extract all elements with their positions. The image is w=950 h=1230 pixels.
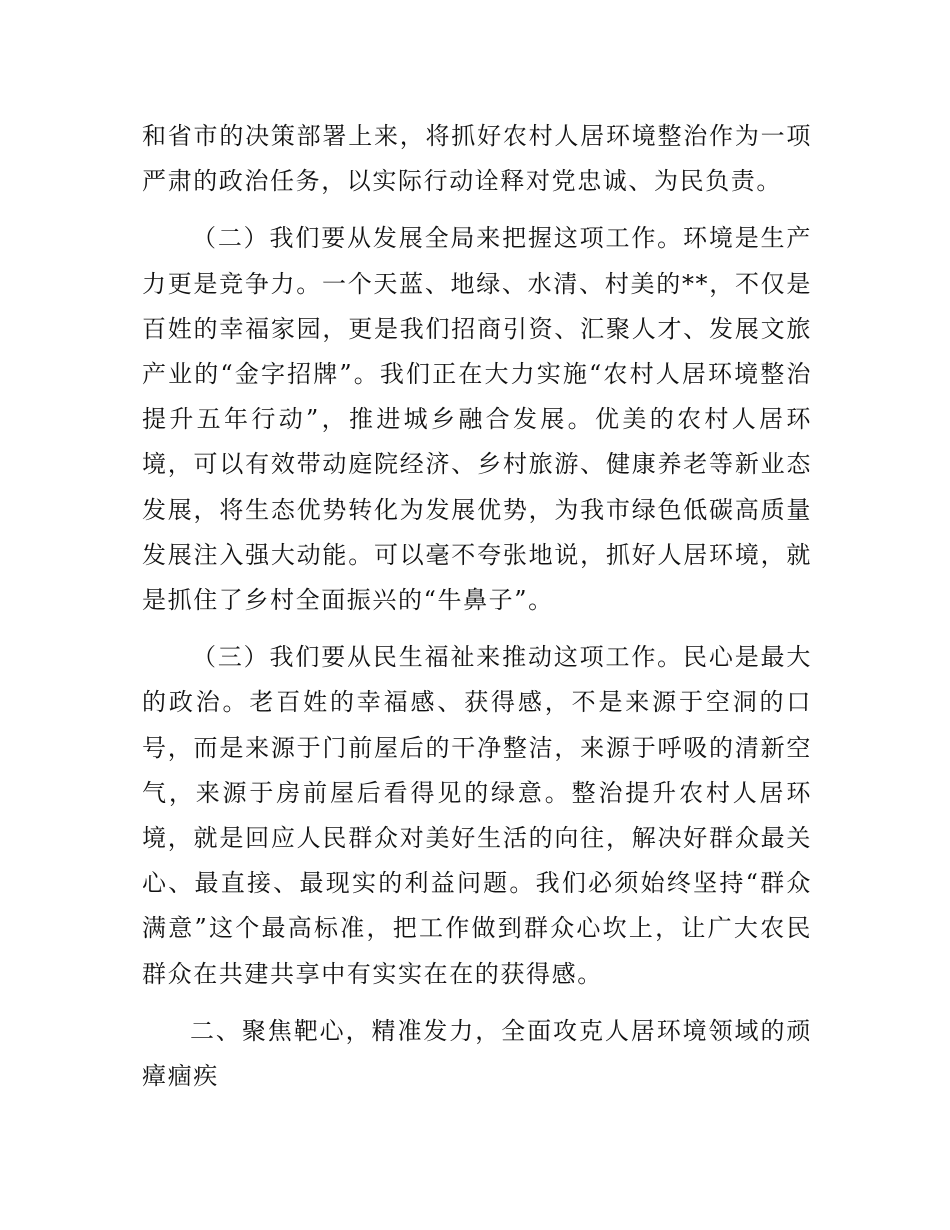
paragraph-section-two: （二）我们要从发展全局来把握这项工作。环境是生产力更是竞争力。一个天蓝、地绿、水清、村美的**，不仅是百姓的幸福家园，更是我们招商引资、汇聚人才、发展文旅产业的“金字招牌”。我们正在大力实施“农村人居环境整治提升五年行动”，推进城乡融合发展。优美的农村人居环境，可以有效带动庭院经济、乡村旅游、健康养老等新业态发展，将生态优势转化为发展优势，为我市绿色低碳高质量发展注入强大动能。可以毫不夸张地说，抓好人居环境，就是抓住了乡村全面振兴的“牛鼻子”。 (142, 224, 812, 615)
document-body (142, 114, 812, 1099)
paragraph-section-three: （三）我们要从民生福祉来推动这项工作。民心是最大的政治。老百姓的幸福感、获得感，不是来源于空洞的口号，而是来源于门前屋后的干净整洁，来源于呼吸的清新空气，来源于房前屋后看得见的绿意。整治提升农村人居环境，就是回应人民群众对美好生活的向往，解决好群众最关心、最直接、最现实的利益问题。我们必须始终坚持“群众满意”这个最高标准，把工作做到群众心坎上，让广大农民群众在共建共享中有实实在在的获得感。 (142, 643, 812, 988)
paragraph-continuation: 和省市的决策部署上来，将抓好农村人居环境整治作为一项严肃的政治任务，以实际行动诠释对党忠诚、为民负责。 (142, 122, 812, 196)
section-heading: 二、聚焦靶心，精准发力，全面攻克人居环境领域的顽瘴痼疾 (142, 1016, 812, 1091)
